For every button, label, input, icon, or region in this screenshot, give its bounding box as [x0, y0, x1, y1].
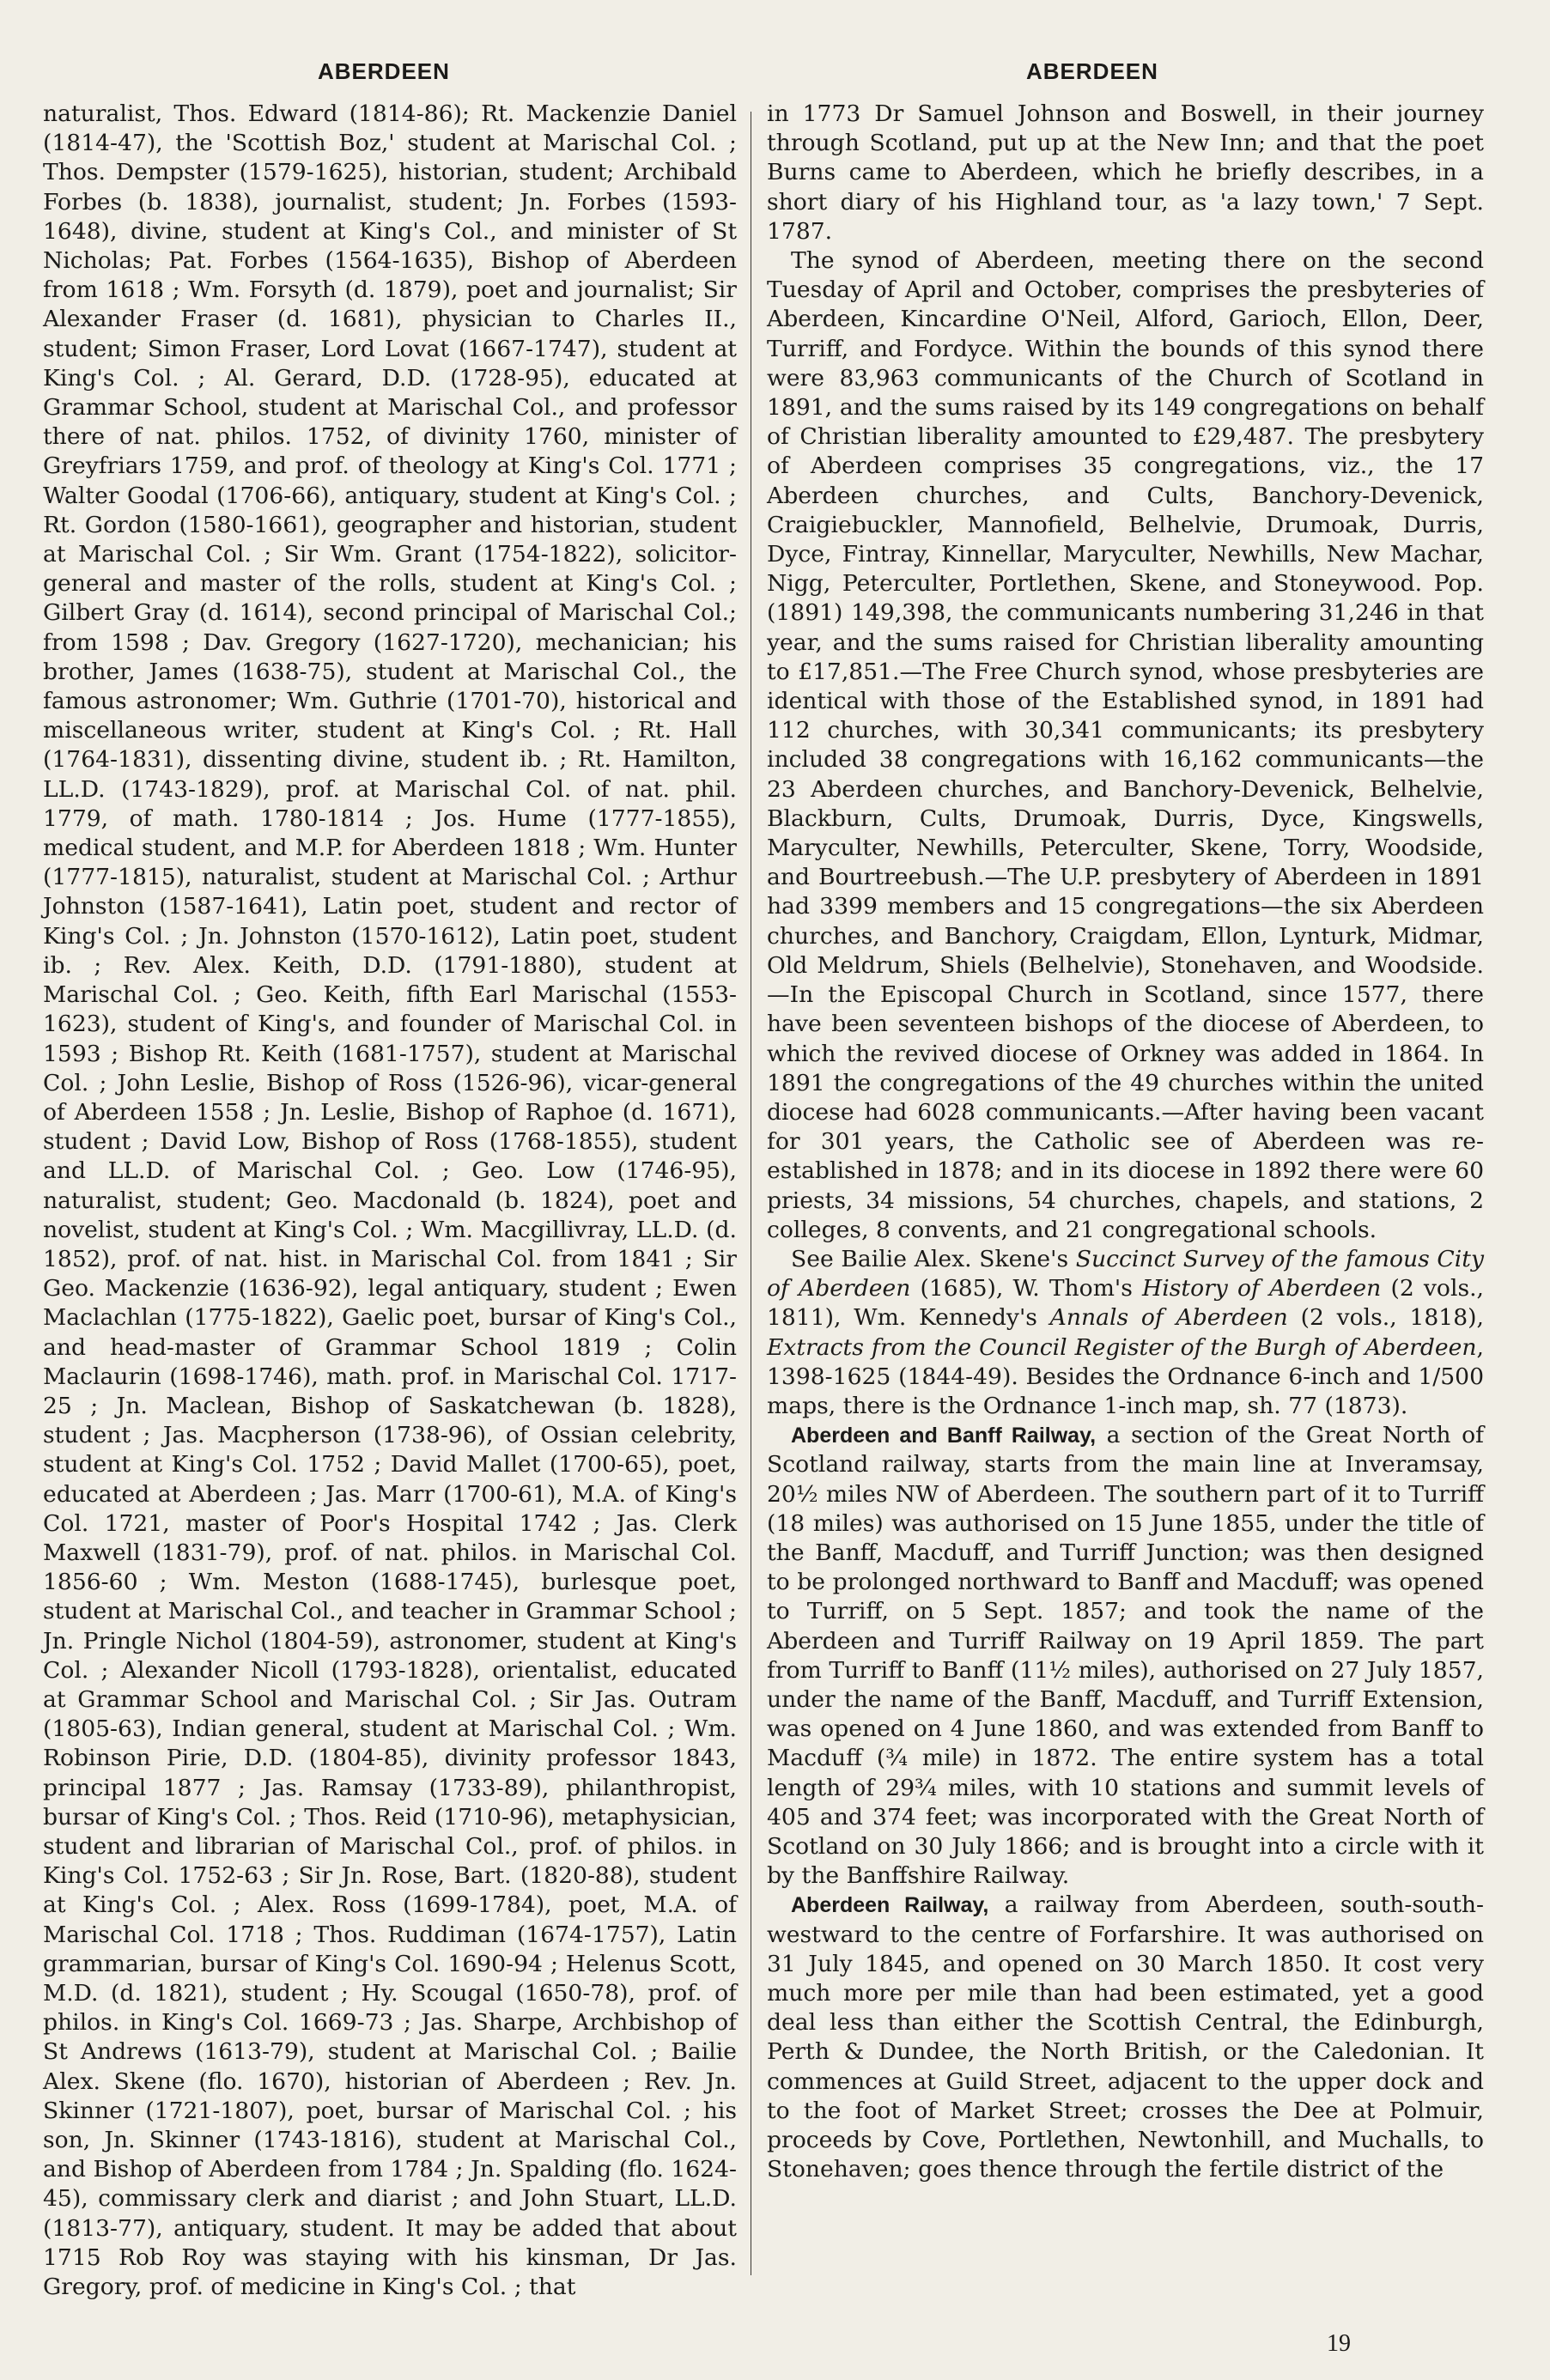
entry-title-aberdeen-banff-railway: Aberdeen and Banff Railway, [791, 1424, 1097, 1448]
running-headers [0, 58, 1550, 93]
entry-title-aberdeen-railway: Aberdeen Railway, [791, 1893, 989, 1918]
entry-text-aberdeen-banff-railway: a section of the Great North of Scotland railway, starts from the main line at Inveramsay, 20½ miles NW of Aberdeen. The southern part of it to Turriff (18 miles) was authorised on 15 June 1855, under the title of the Banff, Macduff, and Turriff Junction; was then designed to be prolonged northward to Banff and Macduff; was opened to Turriff, on 5 Sept. 1857; and took the name of the Aberdeen and Turriff Railway on 19 April 1859. The part from Turriff to Banff (11½ miles), authorised on 27 July 1857, under the name of the Banff, Macduff, and Turriff Extension, was opened on 4 June 1860, and was extended from Banff to Macduff (¾ mile) in 1872. The entire system has a total length of 29¾ miles, with 10 stations and summit levels of 405 and 374 feet; was incorporated with the Great North of Scotland on 30 July 1866; and is brought into a circle with it by the Banffshire Railway. [767, 1422, 1484, 1890]
references-text-5: , 1398-1625 (1844-49). Besides the Ordnance 6-inch and 1/500 maps, there is the Ordnance 1-inch map, sh. 77 (1873). [767, 1333, 1484, 1419]
entry-text-aberdeen-railway: a railway from Aberdeen, south-south-westward to the centre of Forfarshire. It was authorised on 31 July 1845, and opened on 30 March 1850. It cost very much more per mile than had been estimated, yet a good deal less than either the Scottish Central, the Edinburgh, Perth & Dundee, the North British, or the Caledonian. It commences at Guild Street, adjacent to the upper dock and to the foot of Market Street; crosses the Dee at Polmuir, proceeds by Cove, Portlethen, Newtonhill, and Muchalls, to Stonehaven; goes thence through the fertile district of the [767, 1891, 1485, 2183]
reference-title-skene: Succinct Survey of the famous City of Aberdeen [767, 1245, 1484, 1302]
synod-paragraph: The synod of Aberdeen, meeting there on the second Tuesday of April and October, comprises the presbyteries of Aberdeen, Kincardine O'Neil, Alford, Garioch, Ellon, Deer, Turriff, and Fordyce. Within the bounds of this synod there were 83,963 communicants of the Church of Scotland in 1891, and the sums raised by its 149 congregations on behalf of Christian liberality amounted to £29,487. The presbytery of Aberdeen comprises 35 congregations, viz., the 17 Aberdeen churches, and Cults, Banchory-Devenick, Craigiebuckler, Mannofield, Belhelvie, Drumoak, Durris, Dyce, Fintray, Kinnellar, Maryculter, Newhills, New Machar, Nigg, Peterculter, Portlethen, Skene, and Stoneywood. Pop. (1891) 149,398, the communicants numbering 31,246 in that year, and the sums raised for Christian liberality amounting to £17,851.—The Free Church synod, whose presbyteries are identical with those of the Established synod, in 1891 had 112 churches, with 30,341 communicants; its presbytery included 38 congregations with 16,162 communicants—the 23 Aberdeen churches, and Banchory-Devenick, Belhelvie, Blackburn, Cults, Drumoak, Durris, Dyce, Kingswells, Maryculter, Newhills, Peterculter, Skene, Torry, Woodside, and Bourtreebush.—The U.P. presbytery of Aberdeen in 1891 had 3399 members and 15 congregations—the six Aberdeen churches, and Banchory, Craigdam, Ellon, Lynturk, Midmar, Old Meldrum, Shiels (Belhelvie), Stonehaven, and Woodside.—In the Episcopal Church in Scotland, since 1577, there have been seventeen bishops of the diocese of Aberdeen, to which the revived diocese of Orkney was added in 1864. In 1891 the congregations of the 49 churches within the united diocese had 6028 communicants.—After having been vacant for 301 years, the Catholic see of Aberdeen was re-established in 1878; and in its diocese in 1892 there were 60 priests, 34 missions, 54 churches, chapels, and stations, 2 colleges, 8 convents, and 21 congregational schools. [767, 247, 1484, 1243]
references-text-3: (2 vols., 1811), Wm. Kennedy's [767, 1275, 1484, 1332]
right-column [767, 100, 1484, 2184]
running-header-left: ABERDEEN [318, 58, 450, 84]
page-number: 19 [1327, 2330, 1351, 2357]
entry-aberdeen-banff-railway [767, 1421, 1484, 1891]
reference-title-thom: History of Aberdeen [1142, 1275, 1382, 1302]
biography-list-paragraph: naturalist, Thos. Edward (1814-86); Rt. Mackenzie Daniel (1814-47), the 'Scottish Boz,' student at Marischal Col. ; Thos. Dempster (1579-1625), historian, student; Archibald Forbes (b. 1838), journalist, student; Jn. Forbes (1593-1648), divine, student at King's Col., and minister of St Nicholas; Pat. Forbes (1564-1635), Bishop of Aberdeen from 1618 ; Wm. Forsyth (d. 1879), poet and journalist; Sir Alexander Fraser (d. 1681), physician to Charles II., student; Simon Fraser, Lord Lovat (1667-1747), student at King's Col. ; Al. Gerard, D.D. (1728-95), educated at Grammar School, student at Marischal Col., and professor there of nat. philos. 1752, of divinity 1760, minister of Greyfriars 1759, and prof. of theology at King's Col. 1771 ; Walter Goodal (1706-66), antiquary, student at King's Col. ; Rt. Gordon (1580-1661), geographer and historian, student at Marischal Col. ; Sir Wm. Grant (1754-1822), solicitor-general and master of the rolls, student at King's Col. ; Gilbert Gray (d. 1614), second principal of Marischal Col.; from 1598 ; Dav. Gregory (1627-1720), mechanician; his brother, James (1638-75), student at Marischal Col., the famous astronomer; Wm. Guthrie (1701-70), historical and miscellaneous writer, student at King's Col. ; Rt. Hall (1764-1831), dissenting divine, student ib. ; Rt. Hamilton, LL.D. (1743-1829), prof. at Marischal Col. of nat. phil. 1779, of math. 1780-1814 ; Jos. Hume (1777-1855), medical student, and M.P. for Aberdeen 1818 ; Wm. Hunter (1777-1815), naturalist, student at Marischal Col. ; Arthur Johnston (1587-1641), Latin poet, student and rector of King's Col. ; Jn. Johnston (1570-1612), Latin poet, student ib. ; Rev. Alex. Keith, D.D. (1791-1880), student at Marischal Col. ; Geo. Keith, fifth Earl Marischal (1553-1623), student of King's, and founder of Marischal Col. in 1593 ; Bishop Rt. Keith (1681-1757), student at Marischal Col. ; John Leslie, Bishop of Ross (1526-96), vicar-general of Aberdeen 1558 ; Jn. Leslie, Bishop of Raphoe (d. 1671), student ; David Low, Bishop of Ross (1768-1855), student and LL.D. of Marischal Col. ; Geo. Low (1746-95), naturalist, student; Geo. Macdonald (b. 1824), poet and novelist, student at King's Col. ; Wm. Macgillivray, LL.D. (d. 1852), prof. of nat. hist. in Marischal Col. from 1841 ; Sir Geo. Mackenzie (1636-92), legal antiquary, student ; Ewen Maclachlan (1775-1822), Gaelic poet, bursar of King's Col., and head-master of Grammar School 1819 ; Colin Maclaurin (1698-1746), math. prof. in Marischal Col. 1717-25 ; Jn. Maclean, Bishop of Saskatchewan (b. 1828), student ; Jas. Macpherson (1738-96), of Ossian celebrity, student at King's Col. 1752 ; David Mallet (1700-65), poet, educated at Aberdeen ; Jas. Marr (1700-61), M.A. of King's Col. 1721, master of Poor's Hospital 1742 ; Jas. Clerk Maxwell (1831-79), prof. of nat. philos. in Marischal Col. 1856-60 ; Wm. Meston (1688-1745), burlesque poet, student at Marischal Col., and teacher in Grammar School ; Jn. Pringle Nichol (1804-59), astronomer, student at King's Col. ; Alexander Nicoll (1793-1828), orientalist, educated at Grammar School and Marischal Col. ; Sir Jas. Outram (1805-63), Indian general, student at Marischal Col. ; Wm. Robinson Pirie, D.D. (1804-85), divinity professor 1843, principal 1877 ; Jas. Ramsay (1733-89), philanthropist, bursar of King's Col. ; Thos. Reid (1710-96), metaphysician, student and librarian of Marischal Col., prof. of philos. in King's Col. 1752-63 ; Sir Jn. Rose, Bart. (1820-88), student at King's Col. ; Alex. Ross (1699-1784), poet, M.A. of Marischal Col. 1718 ; Thos. Ruddiman (1674-1757), Latin grammarian, bursar of King's Col. 1690-94 ; Helenus Scott, M.D. (d. 1821), student ; Hy. Scougal (1650-78), prof. of philos. in King's Col. 1669-73 ; Jas. Sharpe, Archbishop of St Andrews (1613-79), student at Marischal Col. ; Bailie Alex. Skene (flo. 1670), historian of Aberdeen ; Rev. Jn. Skinner (1721-1807), poet, bursar of Marischal Col. ; his son, Jn. Skinner (1743-1816), student at Marischal Col., and Bishop of Aberdeen from 1784 ; Jn. Spalding (flo. 1624-45), commissary clerk and diarist ; and John Stuart, LL.D. (1813-77), antiquary, student. It may be added that about 1715 Rob Roy was staying with his kinsman, Dr Jas. Gregory, prof. of medicine in King's Col. ; that [43, 100, 737, 2301]
references-text-4: (2 vols., 1818), [1287, 1304, 1484, 1332]
johnson-boswell-paragraph: in 1773 Dr Samuel Johnson and Boswell, in their journey through Scotland, put up at the New Inn; and that the poet Burns came to Aberdeen, which he briefly describes, in a short diary of his Highland tour, as 'a lazy town,' 7 Sept. 1787. [767, 100, 1484, 245]
left-column [43, 100, 737, 2302]
running-header-right: ABERDEEN [1026, 58, 1158, 84]
references-text-2: (1685), W. Thom's [910, 1275, 1143, 1302]
references-text-1: See Bailie Alex. Skene's [791, 1245, 1076, 1272]
entry-aberdeen-railway [767, 1891, 1484, 2184]
reference-title-kennedy: Annals of Aberdeen [1049, 1304, 1288, 1332]
references-paragraph [767, 1245, 1484, 1421]
reference-title-extracts: Extracts from the Council Register of the Burgh of Aberdeen [767, 1333, 1477, 1361]
